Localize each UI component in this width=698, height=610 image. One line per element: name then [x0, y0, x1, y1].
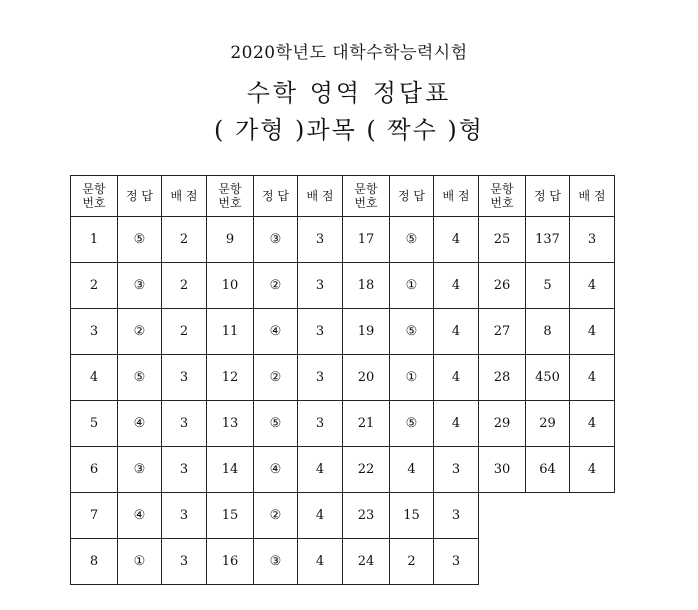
cell-answer: ③	[118, 447, 162, 493]
cell-number: 9	[207, 217, 254, 263]
cell-number: 16	[207, 539, 254, 585]
cell-number: 3	[71, 309, 118, 355]
cell-answer: ③	[254, 217, 298, 263]
cell-points: 4	[298, 493, 343, 539]
table-row	[71, 493, 615, 539]
cell-answer: ⑤	[118, 355, 162, 401]
cell-answer: 5	[526, 263, 570, 309]
cell-points: 3	[570, 217, 615, 263]
cell-answer: ③	[118, 263, 162, 309]
cell-answer: ②	[254, 493, 298, 539]
cell-number: 19	[343, 309, 390, 355]
cell-number: 20	[343, 355, 390, 401]
cell-answer: 4	[390, 447, 434, 493]
cell-number: 26	[479, 263, 526, 309]
cell-number: 1	[71, 217, 118, 263]
cell-number: 13	[207, 401, 254, 447]
document-title: 수학 영역 정답표	[246, 79, 452, 107]
cell-points: 2	[162, 217, 207, 263]
header-answer: 정 답	[390, 176, 434, 217]
cell-points: 3	[298, 355, 343, 401]
cell-answer: ⑤	[390, 401, 434, 447]
cell-points: 2	[162, 309, 207, 355]
cell-points: 4	[434, 401, 479, 447]
cell-number: 4	[71, 355, 118, 401]
header-number: 문항 번호	[71, 176, 118, 217]
cell-answer: ④	[118, 493, 162, 539]
cell-answer: 64	[526, 447, 570, 493]
cell-points: 4	[434, 355, 479, 401]
cell-answer: 15	[390, 493, 434, 539]
cell-answer: 29	[526, 401, 570, 447]
table-row	[71, 447, 615, 493]
cell-points: 3	[162, 447, 207, 493]
cell-points: 3	[434, 539, 479, 585]
cell-answer: ⑤	[390, 217, 434, 263]
cell-number: 15	[207, 493, 254, 539]
cell-answer: ⑤	[390, 309, 434, 355]
cell-points: 4	[434, 217, 479, 263]
cell-number: 27	[479, 309, 526, 355]
cell-points: 4	[570, 309, 615, 355]
cell-number: 17	[343, 217, 390, 263]
cell-points: 3	[162, 355, 207, 401]
header-points: 배 점	[162, 176, 207, 217]
answer-table	[70, 175, 615, 585]
empty-cell	[479, 493, 615, 539]
cell-answer: 2	[390, 539, 434, 585]
table-row	[71, 263, 615, 309]
cell-answer: ⑤	[118, 217, 162, 263]
header-points: 배 점	[570, 176, 615, 217]
header-answer: 정 답	[526, 176, 570, 217]
cell-number: 2	[71, 263, 118, 309]
cell-points: 3	[298, 309, 343, 355]
cell-points: 3	[162, 493, 207, 539]
cell-answer: ③	[254, 539, 298, 585]
cell-answer: ④	[254, 309, 298, 355]
cell-number: 29	[479, 401, 526, 447]
header-number: 문항 번호	[207, 176, 254, 217]
cell-number: 10	[207, 263, 254, 309]
header-points: 배 점	[434, 176, 479, 217]
cell-answer: ①	[118, 539, 162, 585]
cell-answer: 137	[526, 217, 570, 263]
header-points: 배 점	[298, 176, 343, 217]
cell-points: 3	[162, 539, 207, 585]
cell-number: 8	[71, 539, 118, 585]
cell-answer: ④	[254, 447, 298, 493]
empty-cell	[479, 539, 615, 585]
cell-points: 2	[162, 263, 207, 309]
cell-number: 21	[343, 401, 390, 447]
cell-number: 30	[479, 447, 526, 493]
cell-points: 4	[570, 401, 615, 447]
cell-answer: ①	[390, 355, 434, 401]
cell-number: 25	[479, 217, 526, 263]
cell-number: 14	[207, 447, 254, 493]
cell-points: 4	[570, 447, 615, 493]
header-number: 문항 번호	[479, 176, 526, 217]
cell-points: 4	[298, 447, 343, 493]
cell-answer: ⑤	[254, 401, 298, 447]
cell-points: 3	[162, 401, 207, 447]
cell-number: 28	[479, 355, 526, 401]
cell-number: 12	[207, 355, 254, 401]
cell-number: 7	[71, 493, 118, 539]
cell-answer: ①	[390, 263, 434, 309]
table-row	[71, 217, 615, 263]
cell-answer: ④	[118, 401, 162, 447]
header-answer: 정 답	[254, 176, 298, 217]
cell-points: 4	[434, 263, 479, 309]
header-number: 문항 번호	[343, 176, 390, 217]
cell-number: 22	[343, 447, 390, 493]
cell-points: 3	[298, 263, 343, 309]
subject-type-title: ( 가형 )과목 ( 짝수 )형	[214, 116, 484, 144]
cell-number: 11	[207, 309, 254, 355]
cell-points: 4	[570, 263, 615, 309]
cell-number: 23	[343, 493, 390, 539]
cell-answer: 450	[526, 355, 570, 401]
table-row	[71, 355, 615, 401]
cell-points: 3	[298, 217, 343, 263]
cell-answer: ②	[254, 263, 298, 309]
cell-points: 4	[570, 355, 615, 401]
cell-answer: ②	[118, 309, 162, 355]
cell-number: 5	[71, 401, 118, 447]
cell-points: 4	[434, 309, 479, 355]
cell-points: 3	[434, 447, 479, 493]
cell-number: 6	[71, 447, 118, 493]
cell-points: 4	[298, 539, 343, 585]
table-row	[71, 309, 615, 355]
cell-answer: 8	[526, 309, 570, 355]
header-row	[71, 176, 615, 217]
cell-number: 18	[343, 263, 390, 309]
table-row	[71, 401, 615, 447]
header-answer: 정 답	[118, 176, 162, 217]
table-row	[71, 539, 615, 585]
cell-points: 3	[298, 401, 343, 447]
exam-title: 2020학년도 대학수학능력시험	[230, 43, 468, 63]
cell-answer: ②	[254, 355, 298, 401]
cell-number: 24	[343, 539, 390, 585]
cell-points: 3	[434, 493, 479, 539]
